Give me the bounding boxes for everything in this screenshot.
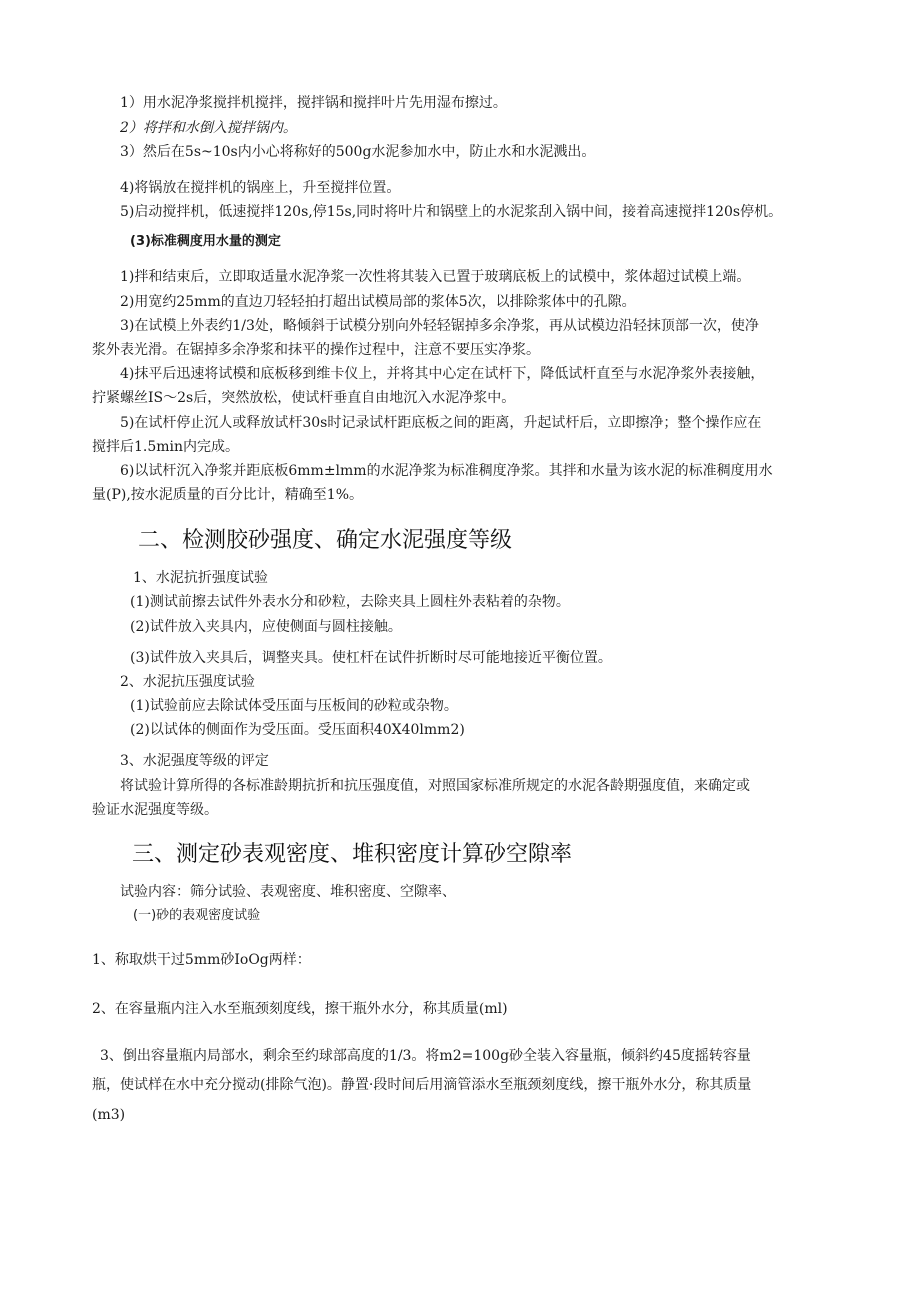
subheading-standard-consistency: (3)标准稠度用水量的测定 <box>130 234 281 249</box>
step-3: 3）然后在5s~10s内小心将称好的500g水泥参加水中，防止水和水泥溅出。 <box>120 144 596 160</box>
list-item: 3、倒出容量瓶内局部水，剩余至约球部高度的1/3。将m2=100g砂全装入容量瓶，倾斜约45度摇转容量 <box>100 1048 751 1064</box>
step-2: 2）将拌和水倒入搅拌锅内。 <box>120 120 297 136</box>
paragraph-line: 6)以试杆沉入净浆并距底板6mm±lmm的水泥净浆为标准稠度净浆。其拌和水量为该水泥的标准稠度用水 <box>120 463 773 479</box>
list-item: (1)测试前擦去试件外表水分和砂粒，去除夹具上圆柱外表粘着的杂物。 <box>130 594 570 610</box>
list-item: 将试验计算所得的各标准龄期抗折和抗压强度值，对照国家标准所规定的水泥各龄期强度值，来确定或 <box>120 778 750 794</box>
paragraph-line: 浆外表光滑。在锯掉多余净浆和抹平的操作过程中，注意不要压实净浆。 <box>92 342 540 358</box>
list-item: 2、水泥抗压强度试验 <box>120 674 255 690</box>
paragraph-line: 4)抹平后迅速将试模和底板移到维卡仪上，并将其中心定在试杆下，降低试杆直至与水泥净浆外表接触， <box>120 366 765 382</box>
list-item: 1、水泥抗折强度试验 <box>133 570 268 586</box>
subheading-apparent-density: (一)砂的表观密度试验 <box>133 908 261 923</box>
paragraph-line: 搅拌后1.5min内完成。 <box>92 439 240 455</box>
list-item: 2、在容量瓶内注入水至瓶颈刻度线，擦干瓶外水分，称其质量(ml) <box>92 1001 508 1017</box>
list-item: 验证水泥强度等级。 <box>92 802 218 818</box>
list-item: (m3) <box>92 1107 126 1123</box>
list-item: 瓶，使试样在水中充分搅动(排除气泡)。静置·段时间后用滴管添水至瓶颈刻度线，擦干瓶外水分，称其质量 <box>92 1077 752 1093</box>
list-item: 3、水泥强度等级的评定 <box>120 753 269 769</box>
list-item: (2)以试体的侧面作为受压面。受压面积40X40lmm2) <box>130 722 465 738</box>
paragraph-line: 2)用宽约25mm的直边刀轻轻拍打超出试模局部的浆体5次，以排除浆体中的孔隙。 <box>120 294 636 310</box>
paragraph-line: 拧紧螺丝IS～2s后，突然放松，使试杆垂直自由地沉入水泥净浆中。 <box>92 390 516 406</box>
step-4: 4)将锅放在搅拌机的锅座上，升至搅拌位置。 <box>120 180 401 196</box>
paragraph-line: 5)在试杆停止沉人或释放试杆30s时记录试杆距底板之间的距离，升起试杆后，立即擦净；整个操作应在 <box>120 415 762 431</box>
section-heading-sand-density: 三、测定砂表观密度、堆积密度计算砂空隙率 <box>132 842 573 867</box>
list-item: (1)试验前应去除试体受压面与压板间的砂粒或杂物。 <box>130 698 458 714</box>
list-item: 1、称取烘干过5mm砂IoOg两样： <box>92 952 311 968</box>
paragraph-line: 量(P),按水泥质量的百分比计，精确至1%。 <box>92 487 364 503</box>
list-item: (3)试件放入夹具后，调整夹具。使杠杆在试件折断时尽可能地接近平衡位置。 <box>130 650 612 666</box>
list-item: (2)试件放入夹具内，应使侧面与圆柱接触。 <box>130 619 402 635</box>
step-5: 5)启动搅拌机，低速搅拌120s,停15s,同时将叶片和锅壁上的水泥浆刮入锅中间，接着高速搅拌120s停机。 <box>120 204 783 220</box>
paragraph-line: 1)拌和结束后，立即取适量水泥净浆一次性将其装入已置于玻璃底板上的试模中，浆体超过试模上端。 <box>120 269 751 285</box>
section-heading-mortar-strength: 二、检测胶砂强度、确定水泥强度等级 <box>138 528 513 553</box>
step-1: 1）用水泥净浆搅拌机搅拌，搅拌锅和搅拌叶片先用湿布擦过。 <box>120 95 507 111</box>
paragraph-line: 3)在试模上外表约1/3处，略倾斜于试模分别向外轻轻锯掉多余净浆，再从试模边沿轻抹顶部一次，使净 <box>120 318 759 334</box>
test-contents: 试验内容：筛分试验、表观密度、堆积密度、空隙率、 <box>120 884 456 900</box>
